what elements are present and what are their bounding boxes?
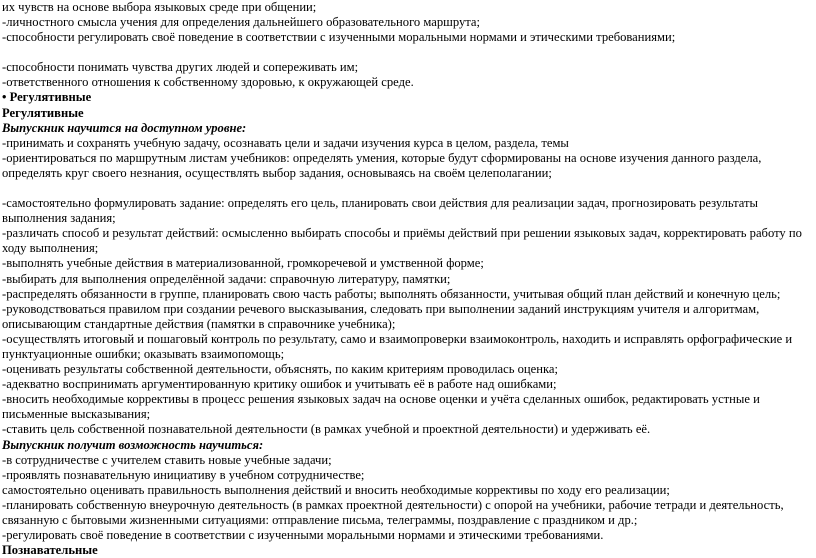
- subheading-graduate-will-learn: Выпускник научится на доступном уровне:: [2, 120, 247, 135]
- text-line: -способности регулировать своё поведение в соответствии с изученными моральными нормами и этическими требованиями;: [2, 30, 676, 45]
- text-line: -адекватно воспринимать аргументированную критику ошибок и учитывать её в работе над ошибками;: [2, 377, 557, 392]
- personal-results-list: [2, 0, 814, 45]
- text-line: -самостоятельно формулировать задание: определять его цель, планировать свои действия для реализации задач, прогнозировать результаты выполнения задания;: [2, 196, 759, 226]
- text-line: -руководствоваться правилом при создании речевого высказывания, следовать при выполнении заданий инструкциям учителя и алгоритмам, описывающим стандартные действия (памятки в справочнике учебника);: [2, 301, 760, 331]
- text-line: -регулировать своё поведение в соответствии с изученными моральными нормами и этическими требованиями.: [2, 528, 604, 543]
- text-line: -ответственного отношения к собственному здоровью, к окружающей среде.: [2, 75, 414, 90]
- section-heading-cognitive: Познавательные: [2, 543, 98, 558]
- text-line: -выполнять учебные действия в материализованной, громкоречевой и умственной форме;: [2, 256, 484, 271]
- subheading-graduate-opportunity: Выпускник получит возможность научиться:: [2, 437, 264, 452]
- opportunity-items-list: [2, 453, 814, 544]
- text-line: -проявлять познавательную инициативу в учебном сотрудничестве;: [2, 467, 365, 482]
- text-line: -способности понимать чувства других людей и сопереживать им;: [2, 60, 359, 75]
- bullet-heading-regulative: • Регулятивные: [2, 90, 814, 105]
- text-line: их чувств на основе выбора языковых среде при общении;: [2, 0, 317, 14]
- learn-items-list: [2, 136, 814, 181]
- text-line: -планировать собственную внеурочную деятельность (в рамках проектной деятельности) с опорой на учебники, рабочие тетради и деятельность, связанную с бытовыми жизненными ситуациями: отправление письма, телеграммы, поздравление с праздником и др.;: [2, 497, 784, 527]
- text-line: -ставить цель собственной познавательной деятельности (в рамках учебной и проектной деятельности) и удерживать её.: [2, 422, 651, 437]
- text-line: -выбирать для выполнения определённой задачи: справочную литературу, памятки;: [2, 271, 451, 286]
- text-line: -принимать и сохранять учебную задачу, осознавать цели и задачи изучения курса в целом, раздела, темы: [2, 135, 569, 150]
- text-line: -личностного смысла учения для определения дальнейшего образовательного маршрута;: [2, 15, 481, 30]
- learn-items-list-continued: [2, 196, 814, 438]
- text-line: -различать способ и результат действий: осмысленно выбирать способы и приёмы действий при решении языковых задач, корректировать работу по ходу выполнения;: [2, 226, 802, 256]
- text-line: -распределять обязанности в группе, планировать свою часть работы; выполнять обязанности, учитывая общий план действий и конечную цель;: [2, 286, 781, 301]
- text-line: самостоятельно оценивать правильность выполнения действий и вносить необходимые коррективы по ходу его реализации;: [2, 482, 670, 497]
- blank-line: [2, 181, 814, 196]
- section-heading-regulative: Регулятивные: [2, 105, 84, 120]
- personal-results-list-continued: [2, 60, 814, 90]
- text-line: -осуществлять итоговый и пошаговый контроль по результату, само и взаимопроверки взаимоконтроль, находить и исправлять орфографические и пунктуационные ошибки; оказывать взаимопомощь;: [2, 331, 793, 361]
- text-line: -в сотрудничестве с учителем ставить новые учебные задачи;: [2, 452, 332, 467]
- text-line: -вносить необходимые коррективы в процесс решения языковых задач на основе оценки и учёта сделанных ошибок, редактировать устные и письменные высказывания;: [2, 392, 760, 422]
- text-line: -ориентироваться по маршрутным листам учебников: определять умения, которые будут сформированы на основе изучения данного раздела, определять круг своего незнания, осуществлять выбор задания, основываясь на своём целеполагании;: [2, 150, 762, 180]
- text-line: -оценивать результаты собственной деятельности, объяснять, по каким критериям проводилась оценка;: [2, 362, 558, 377]
- blank-line: [2, 45, 814, 60]
